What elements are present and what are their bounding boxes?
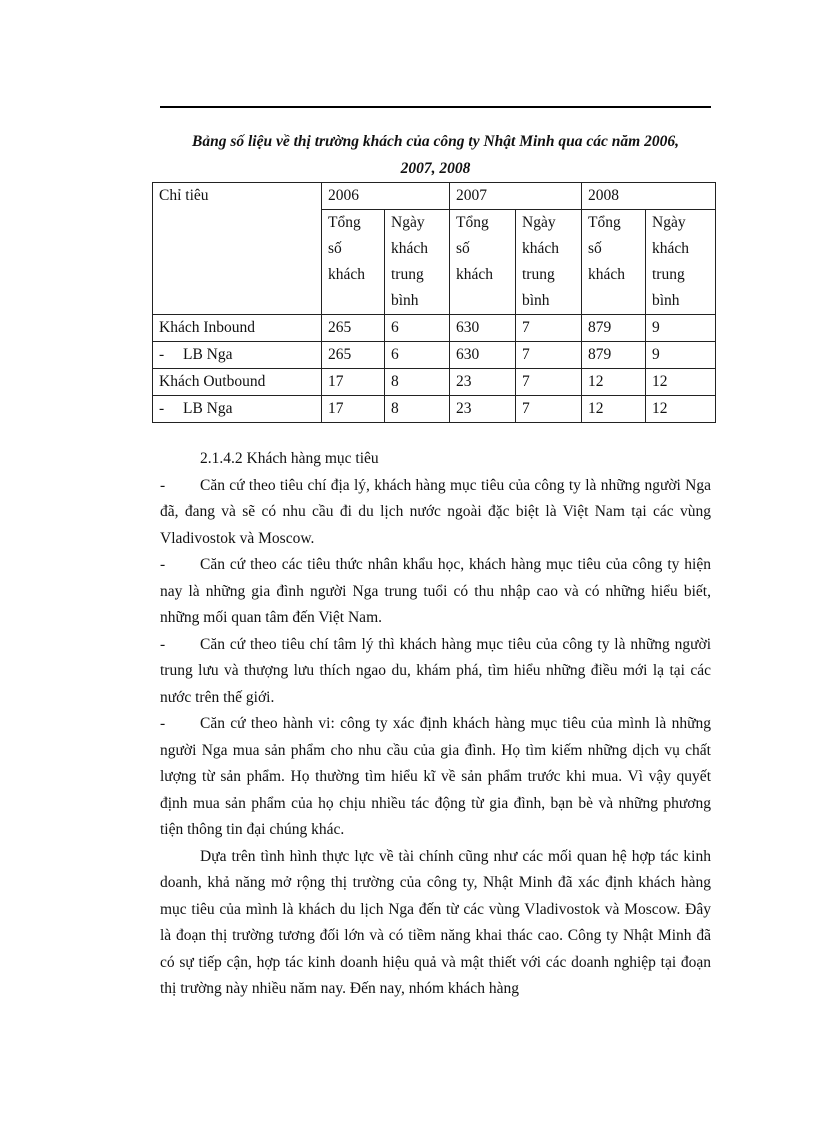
- bullet-text: Căn cứ theo tiêu chí địa lý, khách hàng mục tiêu của công ty là những người Nga đã, đang và sẽ có nhu cầu đi du lịch nước ngoài đặc biệt là Việt Nam tại các vùng Vladivostok và Moscow.: [160, 476, 711, 547]
- subheader-text: trung: [652, 266, 685, 283]
- row-label-text: Khách Outbound: [159, 373, 266, 390]
- row-label: [153, 342, 322, 369]
- table-row: [153, 315, 716, 342]
- body-paragraph: Dựa trên tình hình thực lực về tài chính cũng như các mối quan hệ hợp tác kinh doanh, khả năng mở rộng thị trường của công ty, Nhật Minh đã xác định khách hàng mục tiêu của mình là khách du lịch Nga đến từ các vùng Vladivostok và Moscow. Đây là đoạn thị trường tương đối lớn và có tiềm năng khai thác cao. Công ty Nhật Minh đã có sự tiếp cận, hợp tác kinh doanh hiệu quả và mật thiết với các doanh nghiệp tại đoạn thị trường này nhiều năm nay. Đến nay, nhóm khách hàng: [160, 847, 711, 997]
- subheader-text: bình: [391, 292, 419, 309]
- header-year-2006: 2006: [322, 183, 450, 210]
- subheader-text: số: [328, 240, 342, 257]
- bullet-text: Căn cứ theo tiêu chí tâm lý thì khách hàng mục tiêu của công ty là những người trung lưu và thượng lưu thích ngao du, khám phá, tìm hiểu những điều mới lạ tại các nước trên thế giới.: [160, 635, 711, 706]
- table-cell: 8: [385, 369, 450, 396]
- table-cell: 9: [646, 342, 716, 369]
- subheader-text: số: [456, 240, 470, 257]
- bullet-marker: -: [160, 556, 166, 573]
- subheader-text: Tổng: [328, 214, 361, 231]
- bullet-list: [160, 473, 711, 844]
- bullet-item: [160, 632, 711, 712]
- table-row: [153, 369, 716, 396]
- caption-line-2: 2007, 2008: [400, 160, 471, 177]
- subheader-text: Ngày: [652, 214, 686, 231]
- table-cell: 7: [516, 396, 582, 423]
- subheader-text: khách: [328, 266, 366, 283]
- subheader-text: khách: [522, 240, 560, 257]
- subheader-avg-days: [516, 210, 582, 315]
- subheader-text: khách: [456, 266, 494, 283]
- header-year-2007: 2007: [450, 183, 582, 210]
- row-label: [153, 396, 322, 423]
- table-cell: 265: [322, 342, 385, 369]
- bullet-marker: -: [160, 476, 166, 494]
- table-cell: 630: [450, 342, 516, 369]
- sub-dash: -: [159, 400, 165, 417]
- subheader-text: Ngày: [391, 214, 425, 231]
- table-cell: 9: [646, 315, 716, 342]
- subheader-text: bình: [522, 292, 550, 309]
- bullet-item: [160, 711, 711, 844]
- table-cell: 630: [450, 315, 516, 342]
- subheader-text: khách: [588, 266, 626, 283]
- header-rule: [160, 106, 711, 108]
- bullet-item: [160, 473, 711, 553]
- row-label-text: Khách Inbound: [159, 319, 255, 336]
- table-row: [153, 342, 716, 369]
- table-row: [153, 396, 716, 423]
- subheader-text: khách: [652, 240, 690, 257]
- table-cell: 12: [582, 396, 646, 423]
- table-cell: 7: [516, 342, 582, 369]
- table-cell: 12: [582, 369, 646, 396]
- table-cell: 8: [385, 396, 450, 423]
- row-label-text: LB Nga: [183, 400, 233, 417]
- row-label: [153, 369, 322, 396]
- bullet-text: Căn cứ theo hành vi: công ty xác định khách hàng mục tiêu của mình là những người Nga mua sản phẩm cho nhu cầu của gia đình. Họ tìm kiếm những dịch vụ chất lượng từ sản phẩm. Họ thường tìm hiểu kĩ về sản phẩm trước khi mua. Vì vậy quyết định mua sản phẩm của họ chịu nhiều tác động từ gia đình, bạn bè và những phương tiện thông tin đại chúng khác.: [160, 715, 711, 838]
- bullet-marker: -: [160, 635, 166, 653]
- subheader-avg-days: [385, 210, 450, 315]
- subheader-text: số: [588, 240, 602, 257]
- table-cell: 879: [582, 342, 646, 369]
- subheader-text: bình: [652, 292, 680, 309]
- bullet-item: [160, 552, 711, 632]
- table-cell: 879: [582, 315, 646, 342]
- table-cell: 6: [385, 342, 450, 369]
- header-year-2008: 2008: [582, 183, 716, 210]
- table-cell: 12: [646, 369, 716, 396]
- sub-dash: -: [159, 346, 165, 363]
- subheader-total-guests: [582, 210, 646, 315]
- row-label: [153, 315, 322, 342]
- table-cell: 265: [322, 315, 385, 342]
- body-section: [160, 446, 711, 1003]
- subheader-total-guests: [322, 210, 385, 315]
- table-cell: 6: [385, 315, 450, 342]
- row-label-text: LB Nga: [183, 346, 233, 363]
- table-cell: 7: [516, 369, 582, 396]
- table-cell: 7: [516, 315, 582, 342]
- subheader-total-guests: [450, 210, 516, 315]
- table-cell: 12: [646, 396, 716, 423]
- subheader-text: khách: [391, 240, 429, 257]
- table-cell: 17: [322, 369, 385, 396]
- header-criteria: Chỉ tiêu: [153, 183, 322, 315]
- table-cell: 23: [450, 369, 516, 396]
- subheader-text: trung: [522, 266, 555, 283]
- table-cell: 17: [322, 396, 385, 423]
- subheader-text: trung: [391, 266, 424, 283]
- bullet-marker: -: [160, 715, 166, 732]
- subheader-text: Ngày: [522, 214, 556, 231]
- bullet-text: Căn cứ theo các tiêu thức nhân khẩu học, khách hàng mục tiêu của công ty hiện nay là những gia đình người Nga trung tuổi có thu nhập cao và có những hiểu biết, những mối quan tâm đến Việt Nam.: [160, 556, 711, 626]
- section-heading: 2.1.4.2 Khách hàng mục tiêu: [200, 450, 379, 467]
- table-header-row: [153, 183, 716, 210]
- customer-market-table: [152, 182, 716, 423]
- table-caption: [160, 128, 711, 182]
- subheader-avg-days: [646, 210, 716, 315]
- table-body: [153, 315, 716, 423]
- caption-line-1: Bảng số liệu về thị trường khách của công ty Nhật Minh qua các năm 2006,: [192, 133, 679, 150]
- subheader-text: Tổng: [588, 214, 621, 231]
- table-cell: 23: [450, 396, 516, 423]
- subheader-text: Tổng: [456, 214, 489, 231]
